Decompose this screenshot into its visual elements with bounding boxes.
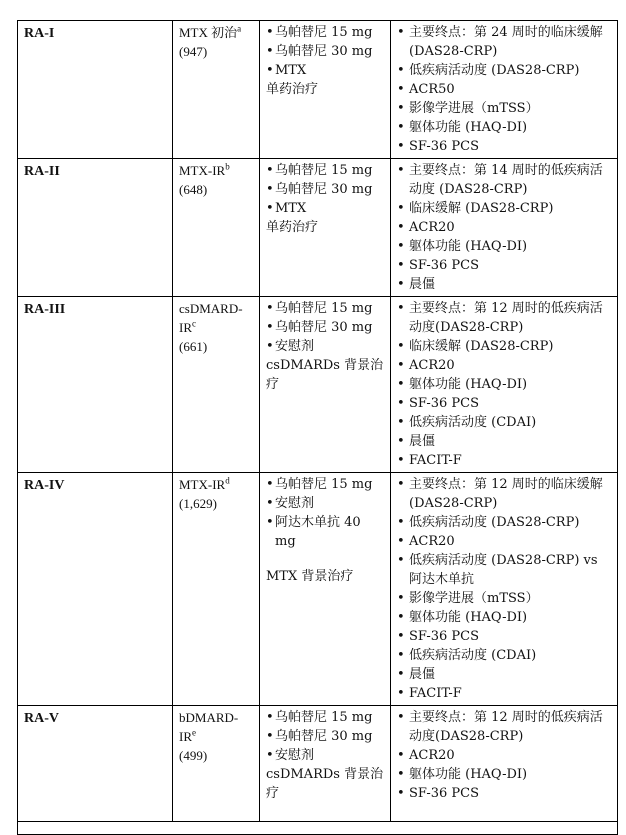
population-cell	[173, 473, 260, 706]
population-label: MTX-IR	[179, 477, 226, 492]
population-cell	[173, 159, 260, 297]
endpoint-item: • 低疾病活动度 (DAS28-CRP) vs 阿达木单抗	[397, 551, 611, 589]
study-name: RA-III	[18, 297, 173, 473]
arm-item: • 安慰剂	[266, 337, 384, 356]
background-therapy: 单药治疗	[266, 220, 319, 235]
patient-count: (947)	[179, 44, 208, 59]
arm-item: • 阿达木单抗 40 mg	[266, 513, 384, 551]
endpoint-item: • 临床缓解 (DAS28-CRP)	[397, 337, 611, 356]
arm-item: • 乌帕替尼 15 mg	[266, 475, 384, 494]
study-name: RA-IV	[18, 473, 173, 706]
endpoints-cell	[391, 473, 618, 706]
endpoint-item: • 低疾病活动度 (CDAI)	[397, 413, 611, 432]
background-therapy: csDMARDs 背景治疗	[266, 767, 384, 801]
endpoint-item: • 临床缓解 (DAS28-CRP)	[397, 199, 611, 218]
arm-item: • 安慰剂	[266, 494, 384, 513]
endpoint-item: • FACIT-F	[397, 684, 611, 703]
endpoint-item: • 躯体功能 (HAQ-DI)	[397, 608, 611, 627]
arms-cell	[260, 21, 391, 159]
arm-item: • 乌帕替尼 30 mg	[266, 180, 384, 199]
arms-cell	[260, 706, 391, 822]
footnote-marker: c	[192, 318, 196, 329]
endpoint-item: • ACR20	[397, 746, 611, 765]
endpoint-item: • SF-36 PCS	[397, 137, 611, 156]
footnote-marker: d	[225, 475, 230, 486]
patient-count: (499)	[179, 748, 208, 763]
endpoint-item: • SF-36 PCS	[397, 627, 611, 646]
endpoints-cell	[391, 21, 618, 159]
endpoint-item: • SF-36 PCS	[397, 256, 611, 275]
table-footnote-row	[18, 822, 618, 835]
population-label: bDMARD-IR	[179, 710, 239, 744]
footnote-marker: b	[225, 161, 230, 172]
endpoint-item: • 躯体功能 (HAQ-DI)	[397, 375, 611, 394]
endpoint-item: • 低疾病活动度 (CDAI)	[397, 646, 611, 665]
study-name: RA-I	[18, 21, 173, 159]
patient-count: (648)	[179, 182, 208, 197]
population-label: MTX 初治	[179, 25, 238, 40]
arm-item: • 乌帕替尼 30 mg	[266, 42, 384, 61]
endpoints-cell	[391, 706, 618, 822]
population-cell	[173, 706, 260, 822]
endpoint-item: • 主要终点：第 12 周时的临床缓解 (DAS28-CRP)	[397, 475, 611, 513]
arm-item: • MTX	[266, 61, 384, 80]
endpoint-item: • 躯体功能 (HAQ-DI)	[397, 118, 611, 137]
endpoint-item: • ACR20	[397, 356, 611, 375]
patient-count: (661)	[179, 339, 208, 354]
endpoint-item: • SF-36 PCS	[397, 394, 611, 413]
population-cell	[173, 297, 260, 473]
table-row	[18, 473, 618, 706]
endpoint-item: • FACIT-F	[397, 451, 611, 470]
population-label: csDMARD-IR	[179, 301, 243, 335]
endpoint-item: • 影像学进展（mTSS）	[397, 99, 611, 118]
footnote-cell	[18, 822, 618, 835]
table-row	[18, 297, 618, 473]
arm-item: • 乌帕替尼 15 mg	[266, 161, 384, 180]
study-name: RA-V	[18, 706, 173, 822]
arm-item: • MTX	[266, 199, 384, 218]
endpoint-item: • 躯体功能 (HAQ-DI)	[397, 765, 611, 784]
arm-item: • 乌帕替尼 15 mg	[266, 299, 384, 318]
table-row	[18, 21, 618, 159]
endpoint-item: • 主要终点：第 24 周时的临床缓解 (DAS28-CRP)	[397, 23, 611, 61]
endpoint-item: • ACR20	[397, 532, 611, 551]
endpoint-item: • 低疾病活动度 (DAS28-CRP)	[397, 513, 611, 532]
study-name: RA-II	[18, 159, 173, 297]
endpoint-item: • 影像学进展（mTSS）	[397, 589, 611, 608]
arm-item: • 乌帕替尼 30 mg	[266, 318, 384, 337]
arm-item: • 乌帕替尼 30 mg	[266, 727, 384, 746]
footnote-marker: e	[192, 727, 196, 738]
endpoint-item: • 晨僵	[397, 432, 611, 451]
endpoint-item: • 躯体功能 (HAQ-DI)	[397, 237, 611, 256]
endpoint-item: • 晨僵	[397, 665, 611, 684]
population-label: MTX-IR	[179, 163, 226, 178]
patient-count: (1,629)	[179, 496, 217, 511]
endpoint-item: • 主要终点：第 12 周时的低疾病活动度(DAS28-CRP)	[397, 708, 611, 746]
endpoint-item: • 主要终点：第 12 周时的低疾病活动度(DAS28-CRP)	[397, 299, 611, 337]
background-therapy: 单药治疗	[266, 82, 319, 97]
table-row	[18, 159, 618, 297]
endpoint-item: • SF-36 PCS	[397, 784, 611, 803]
arm-item: • 乌帕替尼 15 mg	[266, 708, 384, 727]
arms-cell	[260, 473, 391, 706]
endpoint-item: • 主要终点：第 14 周时的低疾病活动度 (DAS28-CRP)	[397, 161, 611, 199]
footnote-marker: a	[237, 23, 242, 34]
table-row	[18, 706, 618, 822]
endpoints-cell	[391, 159, 618, 297]
arms-cell	[260, 297, 391, 473]
trial-summary-table	[17, 20, 618, 835]
arm-item: • 安慰剂	[266, 746, 384, 765]
endpoints-cell	[391, 297, 618, 473]
background-therapy: MTX 背景治疗	[266, 569, 354, 584]
endpoint-item: • ACR20	[397, 218, 611, 237]
population-cell	[173, 21, 260, 159]
arm-item: • 乌帕替尼 15 mg	[266, 23, 384, 42]
endpoint-item: • 低疾病活动度 (DAS28-CRP)	[397, 61, 611, 80]
endpoint-item: • 晨僵	[397, 275, 611, 294]
arms-cell	[260, 159, 391, 297]
endpoint-item: • ACR50	[397, 80, 611, 99]
background-therapy: csDMARDs 背景治疗	[266, 358, 384, 392]
